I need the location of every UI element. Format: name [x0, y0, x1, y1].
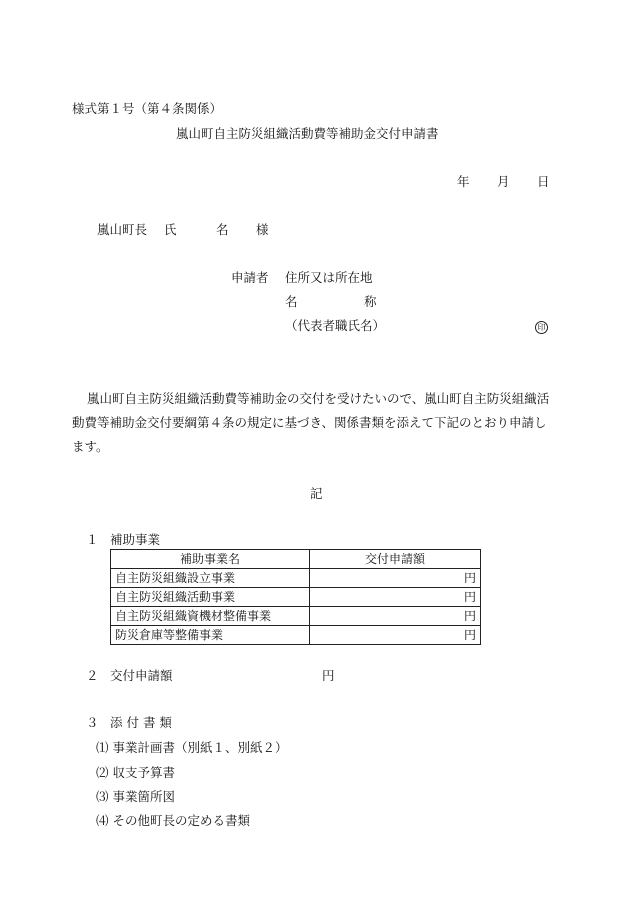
- seal-mark: [535, 320, 548, 334]
- addressee-position: 嵐山町長: [97, 222, 148, 237]
- table-header-amount: 交付申請額: [310, 550, 481, 569]
- table-header-business-name: 補助事業名: [111, 550, 310, 569]
- table-header-row: [111, 550, 481, 569]
- table-row: [111, 626, 481, 645]
- section2-title: 交付申請額: [110, 668, 173, 683]
- section2-unit: 円: [322, 668, 335, 683]
- attachment-list-item: ⑴ 事業計画書（別紙１、別紙２）: [96, 740, 288, 755]
- date-month: 月: [497, 174, 510, 189]
- table-row: [111, 588, 481, 607]
- attachment-list-item: ⑷ その他町長の定める書類: [96, 813, 250, 828]
- table-cell-business-name: 自主防災組織資機材整備事業: [111, 607, 310, 626]
- table-cell-amount: 円: [310, 626, 481, 645]
- applicant-name-label-2: 称: [364, 294, 377, 309]
- section2-number: ２: [86, 668, 99, 683]
- subsidy-table: [110, 549, 481, 645]
- section3-number: ３: [86, 715, 99, 730]
- applicant-representative-label: （代表者職氏名）: [285, 318, 386, 333]
- document-title: 嵐山町自主防災組織活動費等補助金交付申請書: [176, 126, 439, 141]
- table-row: [111, 607, 481, 626]
- table-cell-business-name: 防災倉庫等整備事業: [111, 626, 310, 645]
- table-cell-business-name: 自主防災組織活動事業: [111, 588, 310, 607]
- section3-title: 添 付 書 類: [110, 715, 172, 730]
- table-row: [111, 569, 481, 588]
- table-cell-business-name: 自主防災組織設立事業: [111, 569, 310, 588]
- ki-heading: 記: [310, 486, 323, 501]
- applicant-label: 申請者: [231, 270, 269, 285]
- addressee-name-label-1: 氏: [164, 222, 177, 237]
- section1-title: 補助事業: [110, 532, 161, 547]
- section1-number: １: [86, 532, 99, 547]
- applicant-address-label: 住所又は所在地: [285, 270, 373, 285]
- addressee-honorific: 様: [256, 222, 269, 237]
- table-cell-amount: 円: [310, 569, 481, 588]
- form-number: 様式第１号（第４条関係）: [72, 101, 223, 116]
- attachment-list-item: ⑶ 事業箇所図: [96, 789, 175, 804]
- date-year: 年: [457, 174, 470, 189]
- applicant-name-label-1: 名: [285, 294, 298, 309]
- date-day: 日: [537, 174, 550, 189]
- table-cell-amount: 円: [310, 607, 481, 626]
- addressee-name-label-2: 名: [216, 222, 229, 237]
- seal-mark-icon: 印: [535, 321, 548, 334]
- attachment-list-item: ⑵ 収支予算書: [96, 765, 175, 780]
- table-cell-amount: 円: [310, 588, 481, 607]
- application-body-text: 嵐山町自主防災組織活動費等補助金の交付を受けたいので、嵐山町自主防災組織活動費等補助金交付要綱第４条の規定に基づき、関係書類を添えて下記のとおり申請します。: [72, 391, 550, 454]
